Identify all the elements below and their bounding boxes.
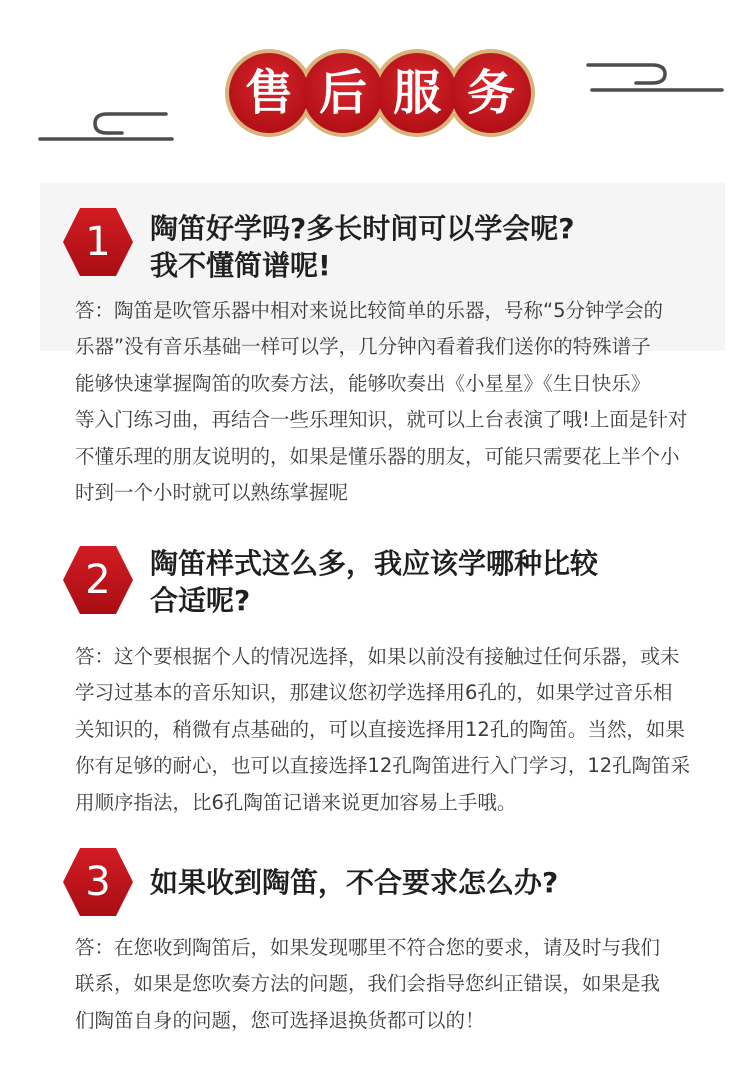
faq-3-number: 3 bbox=[85, 859, 111, 905]
faq-2-number: 2 bbox=[85, 557, 111, 603]
faq-1-answer-line: 不懂乐理的朋友说明的，如果是懂乐器的朋友，可能只需要花上半个小 bbox=[75, 444, 680, 468]
faq-2-answer-line: 关知识的，稍微有点基础的，可以直接选择用12孔的陶笛。当然，如果 bbox=[75, 717, 685, 741]
faq-3-answer-line: 答：在您收到陶笛后，如果发现哪里不符合您的要求，请及时与我们 bbox=[75, 936, 661, 959]
left-cloud-scroll-icon bbox=[40, 114, 172, 139]
faq-3-question-line: 如果收到陶笛，不合要求怎么办? bbox=[150, 866, 559, 899]
faq-1-number: 1 bbox=[85, 219, 111, 265]
faq-1-question-line: 我不懂简谱呢! bbox=[150, 249, 331, 282]
faq-3-answer bbox=[75, 930, 735, 1039]
faq-2-question bbox=[150, 545, 730, 619]
faq-3-answer-line: 们陶笛自身的问题，您可选择退换货都可以的！ bbox=[75, 1008, 485, 1032]
faq-1-question-line: 陶笛好学吗?多长时间可以学会呢? bbox=[150, 212, 575, 245]
faq-2-question-line: 陶笛样式这么多，我应该学哪种比较 bbox=[150, 547, 599, 580]
faq-3-answer-line: 联系，如果是您吹奏方法的问题，我们会指导您纠正错误，如果是我 bbox=[75, 972, 661, 996]
faq-1-number-badge bbox=[63, 207, 133, 277]
right-cloud-scroll-icon bbox=[588, 65, 722, 90]
faq-2-answer-line: 用顺序指法，比6孔陶笛记谱来说更加容易上手哦。 bbox=[75, 790, 517, 814]
faq-1-answer-line: 等入门练习曲，再结合一些乐理知识，就可以上台表演了哦!上面是针对 bbox=[75, 408, 688, 432]
faq-1-answer-line: 乐器”没有音乐基础一样可以学，几分钟內看着我们送你的特殊谱子 bbox=[75, 335, 651, 359]
faq-1-answer-line: 答：陶笛是吹管乐器中相对来说比较简单的乐器，号称“5分钟学会的 bbox=[75, 299, 664, 322]
faq-1-answer bbox=[75, 293, 735, 511]
faq-2-number-badge bbox=[63, 545, 133, 615]
faq-2-answer bbox=[75, 639, 735, 821]
faq-1-question bbox=[150, 210, 730, 284]
faq-1-answer-line: 时到一个小时就可以熟练掌握呢 bbox=[75, 481, 349, 505]
faq-2-answer-line: 答：这个要根据个人的情况选择，如果以前没有接触过任何乐器，或未 bbox=[75, 645, 680, 668]
faq-2-answer-line: 学习过基本的音乐知识，那建议您初学选择用6孔的，如果学过音乐相 bbox=[75, 681, 673, 705]
faq-1-answer-line: 能够快速掌握陶笛的吹奏方法，能够吹奏出《小星星》《生日快乐》 bbox=[75, 371, 651, 395]
faq-3-question bbox=[150, 864, 730, 901]
faq-3-number-badge bbox=[63, 847, 133, 917]
faq-2-answer-line: 你有足够的耐心，也可以直接选择12孔陶笛进行入门学习，12孔陶笛采 bbox=[75, 754, 691, 778]
faq-2-question-line: 合适呢? bbox=[150, 584, 251, 617]
page-title: 售后服务 bbox=[245, 65, 542, 121]
